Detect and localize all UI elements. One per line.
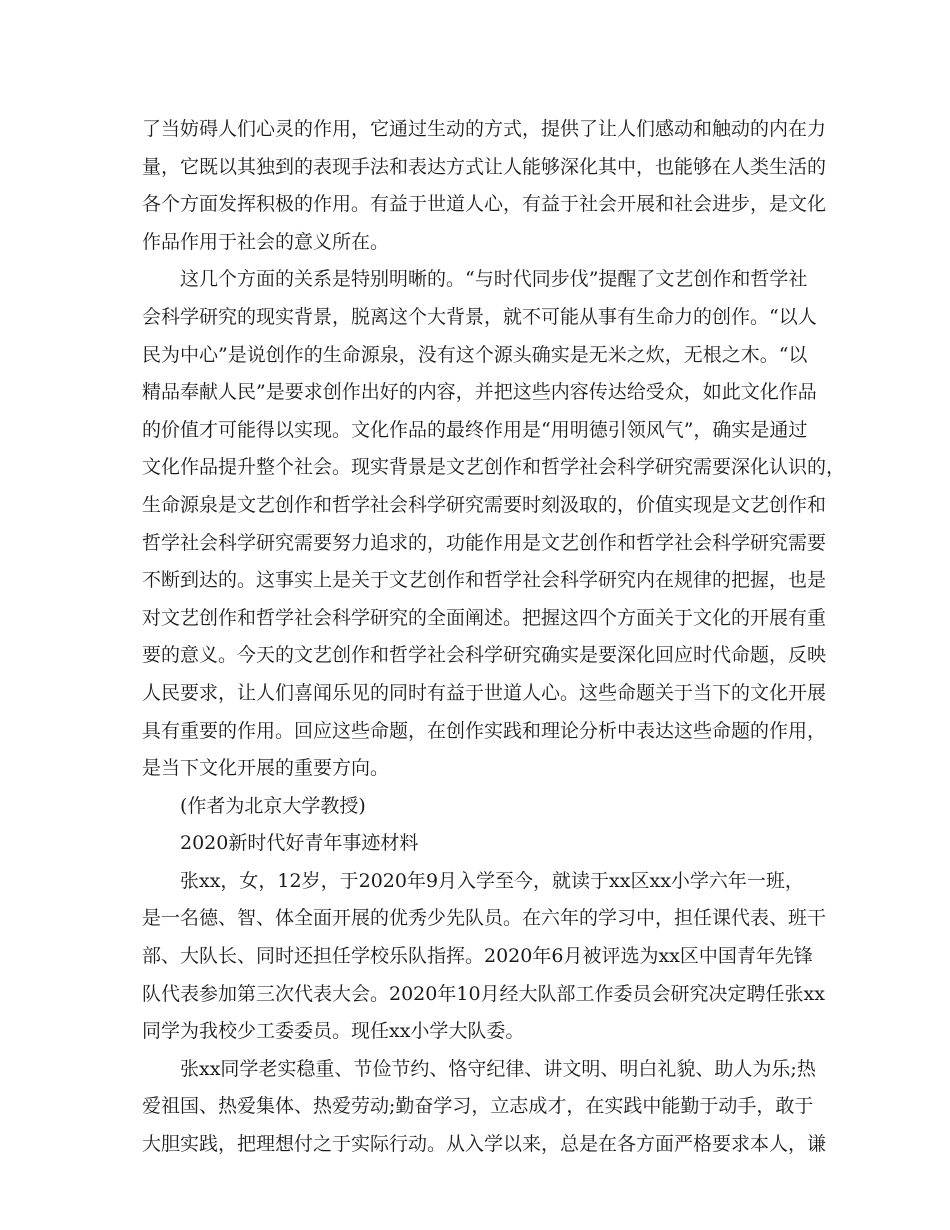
- text-line: 作品作用于社会的意义所在。: [142, 230, 390, 253]
- text-line: 了当妨碍人们心灵的作用，它通过生动的方式，提供了让人们感动和触动的内在力: [142, 118, 827, 140]
- text-line: 各个方面发挥积极的作用。有益于世道人心，有益于社会开展和社会进步，是文化: [142, 193, 827, 216]
- text-line: 不断到达的。这事实上是关于文艺创作和哲学社会科学研究内在规律的把握，也是: [142, 569, 827, 592]
- text-line: 生命源泉是文艺创作和哲学社会科学研究需要时刻汲取的，价值实现是文艺创作和: [142, 493, 827, 516]
- text-line: 这几个方面的关系是特别明晰的。“与时代同步伐”提醒了文艺创作和哲学社: [180, 268, 808, 291]
- paragraph: [142, 863, 827, 1051]
- text-line: 对文艺创作和哲学社会科学研究的全面阐述。把握这四个方面关于文化的开展有重: [142, 606, 827, 629]
- section-title: [142, 825, 822, 863]
- text-line: 的价值才可能得以实现。文化作品的最终作用是“用明德引领风气”，确实是通过: [142, 418, 808, 441]
- author-note: [142, 788, 822, 826]
- text-line: 是一名德、智、体全面开展的优秀少先队员。在六年的学习中，担任课代表、班干: [142, 907, 827, 930]
- text-line: 部、大队长、同时还担任学校乐队指挥。2020年6月被评选为xx区中国青年先锋: [142, 945, 813, 968]
- text-line: 会科学研究的现实背景，脱离这个大背景，就不可能从事有生命力的创作。“以人: [142, 305, 817, 328]
- text-line: 大胆实践，把理想付之于实际行动。从入学以来，总是在各方面严格要求本人，谦: [142, 1133, 827, 1156]
- text-line: 队代表参加第三次代表大会。2020年10月经大队部工作委员会研究决定聘任张xx: [142, 982, 825, 1005]
- paragraph: [142, 261, 846, 787]
- text-line: 精品奉献人民”是要求创作出好的内容，并把这些内容传达给受众，如此文化作品: [142, 381, 817, 404]
- text-line: 张xx，女，12岁，于2020年9月入学至今，就读于xx区xx小学六年一班，: [180, 869, 804, 892]
- text-line: (作者为北京大学教授): [180, 794, 366, 817]
- text-line: 量，它既以其独到的表现手法和表达方式让人能够深化其中，也能够在人类生活的: [142, 155, 827, 178]
- text-line: 张xx同学老实稳重、节俭节约、恪守纪律、讲文明、明白礼貌、助人为乐;热: [180, 1057, 816, 1080]
- text-line: 民为中心”是说创作的生命源泉，没有这个源头确实是无米之炊，无根之木。“以: [142, 343, 808, 366]
- text-line: 具有重要的作用。回应这些命题，在创作实践和理论分析中表达这些命题的作用，: [142, 719, 827, 742]
- paragraph: [142, 111, 827, 261]
- text-line: 哲学社会科学研究需要努力追求的，功能作用是文艺创作和哲学社会科学研究需要: [142, 531, 827, 554]
- document-body: [142, 111, 846, 1164]
- paragraph: [142, 1051, 827, 1164]
- text-line: 2020新时代好青年事迹材料: [180, 832, 419, 855]
- text-line: 文化作品提升整个社会。现实背景是文艺创作和哲学社会科学研究需要深化认识的，: [142, 456, 846, 479]
- text-line: 爱祖国、热爱集体、热爱劳动;勤奋学习，立志成才，在实践中能勤于动手，敢于: [142, 1095, 814, 1118]
- text-line: 是当下文化开展的重要方向。: [142, 757, 390, 780]
- text-line: 要的意义。今天的文艺创作和哲学社会科学研究确实是要深化回应时代命题，反映: [142, 644, 827, 667]
- text-line: 同学为我校少工委委员。现任xx小学大队委。: [142, 1020, 525, 1043]
- text-line: 人民要求，让人们喜闻乐见的同时有益于世道人心。这些命题关于当下的文化开展: [142, 681, 827, 704]
